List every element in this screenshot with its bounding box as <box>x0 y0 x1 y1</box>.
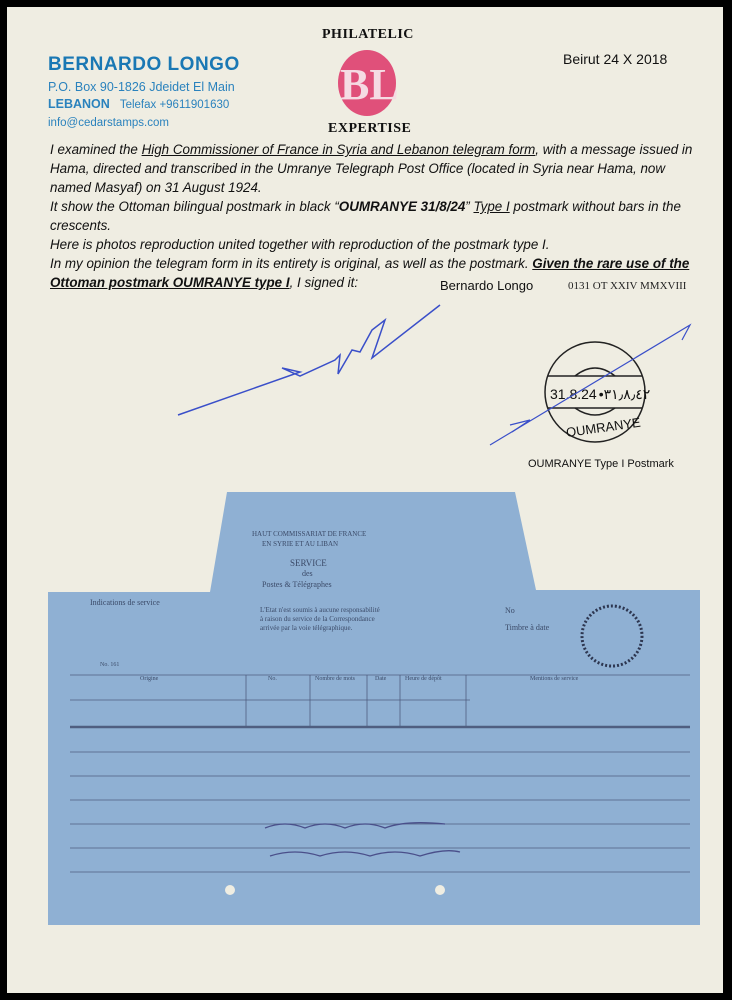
svg-text:HAUT COMMISSARIAT DE FRANCE: HAUT COMMISSARIAT DE FRANCE <box>252 530 367 538</box>
text-underlined: High Commissioner of France in Syria and Lebanon telegram form <box>141 142 536 157</box>
svg-text:Date: Date <box>375 676 387 682</box>
svg-text:SERVICE: SERVICE <box>290 558 327 568</box>
text: It show the Ottoman bilingual postmark in black “ <box>50 199 339 214</box>
expertise-seal: BL <box>338 50 396 116</box>
seal-top-text: PHILATELIC <box>322 27 414 42</box>
email-link[interactable]: info@cedarstamps.com <box>48 117 169 129</box>
address: P.O. Box 90-1826 Jdeidet El Main <box>48 80 235 94</box>
svg-text:Mentions de service: Mentions de service <box>530 676 579 682</box>
svg-text:Timbre à date: Timbre à date <box>505 623 550 632</box>
svg-text:Indications de service: Indications de service <box>90 598 160 607</box>
svg-text:Postes & Télégraphes: Postes & Télégraphes <box>262 580 332 589</box>
telegram-paper <box>48 492 700 925</box>
svg-text:No. 161: No. 161 <box>100 662 120 668</box>
text: In my opinion the telegram form in its entirety is original, as well as the postmark. <box>50 256 533 271</box>
text: I examined the <box>50 142 142 157</box>
svg-text:Heure de dépôt: Heure de dépôt <box>405 676 442 682</box>
text: ” <box>465 199 474 214</box>
text-bold: OUMRANYE 31/8/24 <box>338 199 466 214</box>
expert-name: BERNARDO LONGO <box>48 54 240 75</box>
svg-text:No.: No. <box>268 676 277 682</box>
svg-text:Nombre de mots: Nombre de mots <box>315 676 355 682</box>
certificate-date: Beirut 24 X 2018 <box>563 51 668 67</box>
svg-text:arrivée par la voie télégraphi: arrivée par la voie télégraphique. <box>260 624 353 632</box>
paragraph-3: Here is photos reproduction united together with reproduction of the postmark type I. <box>50 237 550 252</box>
country: LEBANON <box>48 97 110 111</box>
text: postmark without bars in the crescents. <box>50 199 681 233</box>
postmark-caption: OUMRANYE Type I Postmark <box>528 458 674 470</box>
svg-text:L'Etat n'est soumis à aucune r: L'Etat n'est soumis à aucune responsabilité <box>260 606 380 614</box>
postmark-date: 31.8.24 •٣١٫٨٫٤٢ <box>550 386 651 402</box>
text: , with a message issued in Hama, directed and transcribed in the Umranye Telegraph Post Office (located in Syria near Hama, now named Masyaf) on 31 August 1924. <box>50 142 693 195</box>
punch-hole <box>225 885 235 895</box>
punch-hole <box>435 885 445 895</box>
svg-text:des: des <box>302 569 313 578</box>
svg-text:EN SYRIE ET AU LIBAN: EN SYRIE ET AU LIBAN <box>262 540 339 548</box>
svg-text:No: No <box>505 606 515 615</box>
svg-text:à raison du service de la Corr: à raison du service de la Correspondance <box>260 615 375 623</box>
text: , I signed it: <box>289 275 359 290</box>
text-underlined: Type I <box>473 199 510 214</box>
certificate-number: 0131 OT XXIV MMXVIII <box>568 280 687 292</box>
signer-name: Bernardo Longo <box>440 278 534 293</box>
phone: Telefax +9611901630 <box>119 99 230 111</box>
postmark-place: OUMRANYE <box>565 414 642 440</box>
text-bold-underlined: Given the rare use of the Ottoman postmark OUMRANYE type I <box>50 256 690 290</box>
svg-text:Origine: Origine <box>140 676 159 682</box>
seal-bottom-text: EXPERTISE <box>328 121 412 136</box>
